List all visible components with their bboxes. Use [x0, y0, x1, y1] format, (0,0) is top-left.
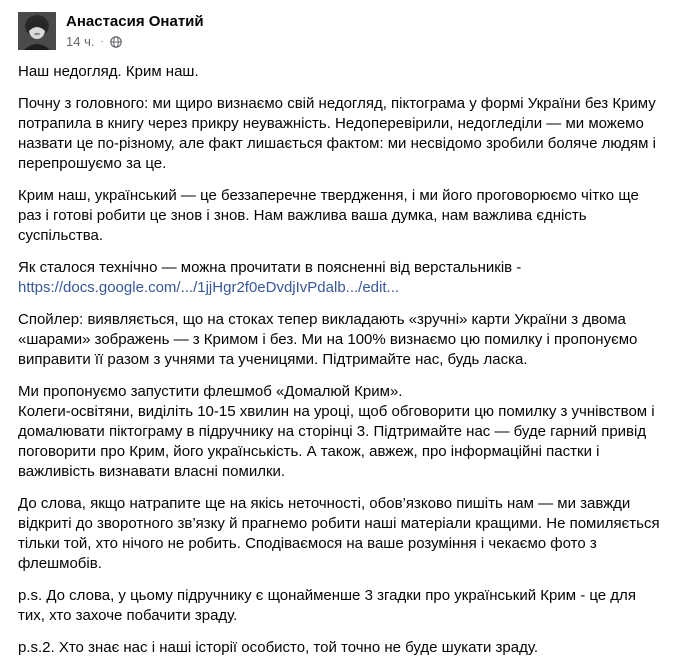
- post-time[interactable]: 14 ч.: [66, 34, 95, 49]
- docs-link[interactable]: https://docs.google.com/.../1jjHgr2f0eDvdjIvPdalb.../edit...: [18, 279, 400, 296]
- avatar-photo: [18, 12, 56, 50]
- post-paragraph: p.s. До слова, у цьому підручнику є щонайменше 3 згадки про український Крим - це для тих, хто захоче побачити зраду.: [18, 587, 636, 624]
- post-paragraph: Ми пропонуємо запустити флешмоб «Домалюй Крим».: [18, 383, 403, 400]
- post-paragraph: p.s.2. Хто знає нас і наші історії особисто, той точно не буде шукати зраду.: [18, 639, 539, 656]
- post-meta: [66, 34, 122, 49]
- post-paragraph: Наш недогляд. Крим наш.: [18, 63, 199, 80]
- author-avatar[interactable]: [18, 12, 56, 50]
- post-paragraph: До слова, якщо натрапите ще на якісь неточності, обов’язково пишіть нам — ми завжди відкриті до зворотного зв’язку й прагнемо робити наші матеріали кращими. Не помиляється тільки той, хто нічого не робить. Сподіваємося на ваше розуміння і чекаємо фото з флешмобів.: [18, 495, 660, 572]
- post-paragraph: Як сталося технічно — можна прочитати в поясненні від верстальників -: [18, 259, 522, 276]
- separator-dot: ·: [100, 36, 104, 47]
- author-name[interactable]: Анастасия Онатий: [66, 13, 204, 30]
- post-paragraph: Колеги-освітяни, виділіть 10-15 хвилин на уроці, щоб обговорити цю помилку з учнівством і домалювати піктограму в підручнику на сторінці 3. Підтримайте нас — буде гарний привід поговорити про Крим, його українськість. А також, авжеж, про інформаційні пастки і важливість визнавати власні помилки.: [18, 403, 655, 480]
- globe-icon: [110, 36, 122, 48]
- post-body: [18, 62, 666, 670]
- post-header: [18, 10, 658, 52]
- post-paragraph: Спойлер: виявляється, що на стоках тепер викладають «зручні» карти України з двома «шарами» зображень — з Кримом і без. Ми на 100% визнаємо цю помилку і пропонуємо виправити її разом з учнями та ученицями. Підтримайте нас, будь ласка.: [18, 311, 638, 368]
- post-paragraph: Почну з головного: ми щиро визнаємо свій недогляд, піктограма у формі України без Криму потрапила в книгу через прикру неуважність. Недоперевірили, недогледіли — ми можемо назвати це по-різному, але факт лишається фактом: ми несвідомо зробили боляче людям і перепрошуємо за це.: [18, 95, 656, 172]
- post-paragraph: Крим наш, український — це беззаперечне твердження, і ми його проговорюємо чітко ще раз і готові робити це знов і знов. Нам важлива ваша думка, нам важлива єдність суспільства.: [18, 187, 639, 244]
